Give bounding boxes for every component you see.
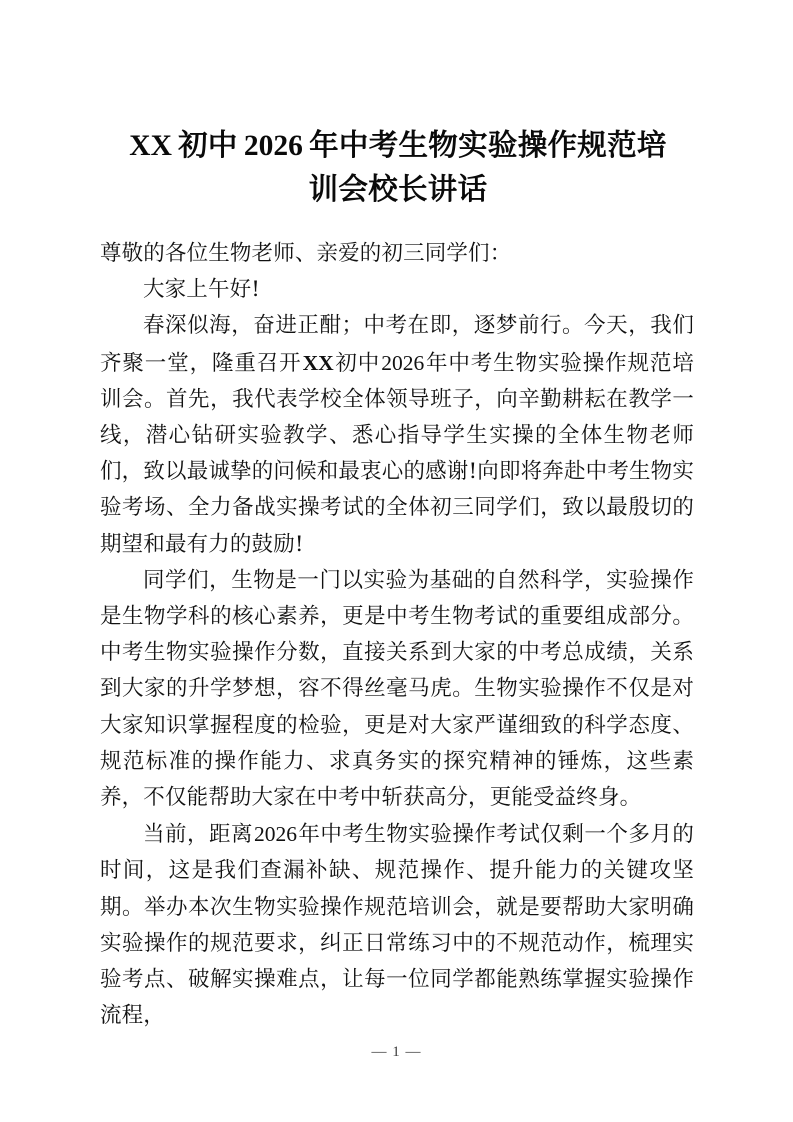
paragraph-current-situation: 当前，距离2026年中考生物实验操作考试仅剩一个多月的时间，这是我们查漏补缺、规范操作、提升能力的关键攻坚期。举办本次生物实验操作规范培训会，就是要帮助大家明确实验操作的规范要求，纠正日常练习中的不规范动作，梳理实验考点、破解实操难点，让每一位同学都能熟练掌握实验操作流程， xyxy=(100,822,694,1029)
paragraph-opening-thanks: 春深似海，奋进正酣；中考在即，逐梦前行。今天，我们齐聚一堂，隆重召开XX初中2026年中考生物实验操作规范培训会。首先，我代表学校全体领导班子，向辛勤耕耘在教学一线，潜心钻研实验教学、悉心指导学生实操的全体生物老师们，致以最诚挚的问候和最衷心的感谢!向即将奔赴中考生物实验考场、全力备战实操考试的全体初三同学们，致以最殷切的期望和最有力的鼓励! xyxy=(100,313,694,557)
title-latin-xx: XX xyxy=(129,129,172,162)
document-body xyxy=(100,236,694,1034)
body-latin-year-2: 2026 xyxy=(254,822,297,847)
page-title xyxy=(104,124,692,212)
body-latin-xx: XX xyxy=(302,350,334,375)
page-number-footer: — 1 — xyxy=(371,1044,422,1060)
title-latin-year: 2026 xyxy=(243,129,303,162)
paragraph-salutation: 尊敬的各位生物老师、亲爱的初三同学们： xyxy=(100,241,512,266)
title-line-1: XX 初中 2026 年中考生物实验操作规范培 xyxy=(129,129,667,162)
paragraph-importance: 同学们，生物是一门以实验为基础的自然科学，实验操作是生物学科的核心素养，更是中考生物考试的重要组成部分。中考生物实验操作分数，直接关系到大家的中考总成绩，关系到大家的升学梦想，容不得丝毫马虎。生物实验操作不仅是对大家知识掌握程度的检验，更是对大家严谨细致的科学态度、规范标准的操作能力、求真务实的探究精神的锤炼，这些素养，不仅能帮助大家在中考中斩获高分，更能受益终身。 xyxy=(100,567,694,811)
body-latin-year-1: 2026 xyxy=(381,350,425,375)
paragraph-greeting: 大家上午好! xyxy=(143,277,261,303)
title-line-2: 训会校长讲话 xyxy=(308,173,488,206)
